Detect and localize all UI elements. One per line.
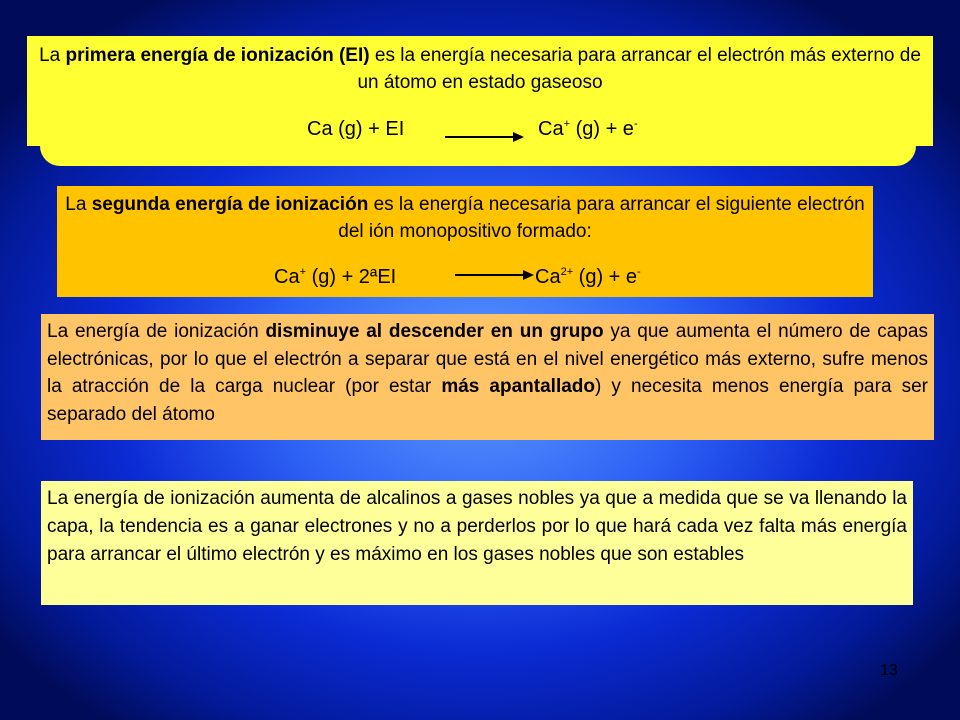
equation-text: (g) + e — [573, 266, 638, 288]
equation-text: Ca — [274, 266, 300, 288]
text-fragment: ) y necesita menos energía para ser separado del átomo — [47, 376, 928, 425]
electron-charge: - — [637, 266, 641, 278]
group-trend-text — [47, 318, 928, 428]
group-trend-box — [41, 314, 934, 440]
equation-2-right — [535, 264, 641, 290]
first-ionization-definition — [27, 42, 933, 96]
ion-charge: 2+ — [560, 266, 574, 278]
emphasis-more-shielded: más apantallado — [441, 376, 596, 397]
reaction-arrow-icon — [445, 130, 525, 144]
equation-text: (g) + 2ªEI — [306, 266, 397, 288]
definition-box-second-ionization — [57, 186, 873, 297]
equation-text: Ca (g) + EI — [307, 118, 405, 140]
ion-charge: + — [299, 266, 307, 278]
definition-box-first-ionization — [27, 36, 933, 146]
text-fragment: La — [39, 45, 66, 66]
emphasis-decreases-in-group: disminuye al descender en un grupo — [265, 321, 604, 342]
first-ionization-term: primera energía de ionización (EI) — [65, 45, 370, 66]
text-fragment: ya que aumenta el número de capas electrónicas, por lo que el electrón a separar que está en el nivel energético más externo, sufre menos la atracción de la carga nuclear (por estar — [47, 321, 928, 397]
equation-1-right — [538, 116, 638, 142]
electron-charge: - — [633, 118, 638, 130]
text-fragment: La energía de ionización — [47, 321, 266, 342]
equation-text: Ca — [538, 118, 564, 140]
equation-2-left — [274, 264, 396, 290]
period-trend-text: La energía de ionización aumenta de alcalinos a gases nobles ya que a medida que se va llenando la capa, la tendencia es a ganar electrones y no a perderlos por lo que hará cada vez falta más energía para arrancar el último electrón y es máximo en los gases nobles que son estables — [47, 488, 907, 565]
equation-1-left — [307, 116, 404, 142]
equation-text: (g) + e — [570, 118, 634, 140]
text-fragment: es la energía necesaria para arrancar el electrón más externo de un átomo en estado gaseoso — [357, 45, 921, 93]
page-number: 13 — [880, 662, 898, 679]
text-fragment: es la energía necesaria para arrancar el siguiente electrón del ión monopositivo formado: — [338, 194, 865, 242]
second-ionization-definition — [57, 191, 873, 245]
text-fragment: La — [65, 194, 92, 215]
ion-charge: + — [563, 118, 571, 130]
second-ionization-term: segunda energía de ionización — [91, 194, 369, 215]
reaction-arrow-icon — [455, 268, 535, 282]
period-trend-box — [41, 481, 913, 605]
equation-text: Ca — [535, 266, 561, 288]
